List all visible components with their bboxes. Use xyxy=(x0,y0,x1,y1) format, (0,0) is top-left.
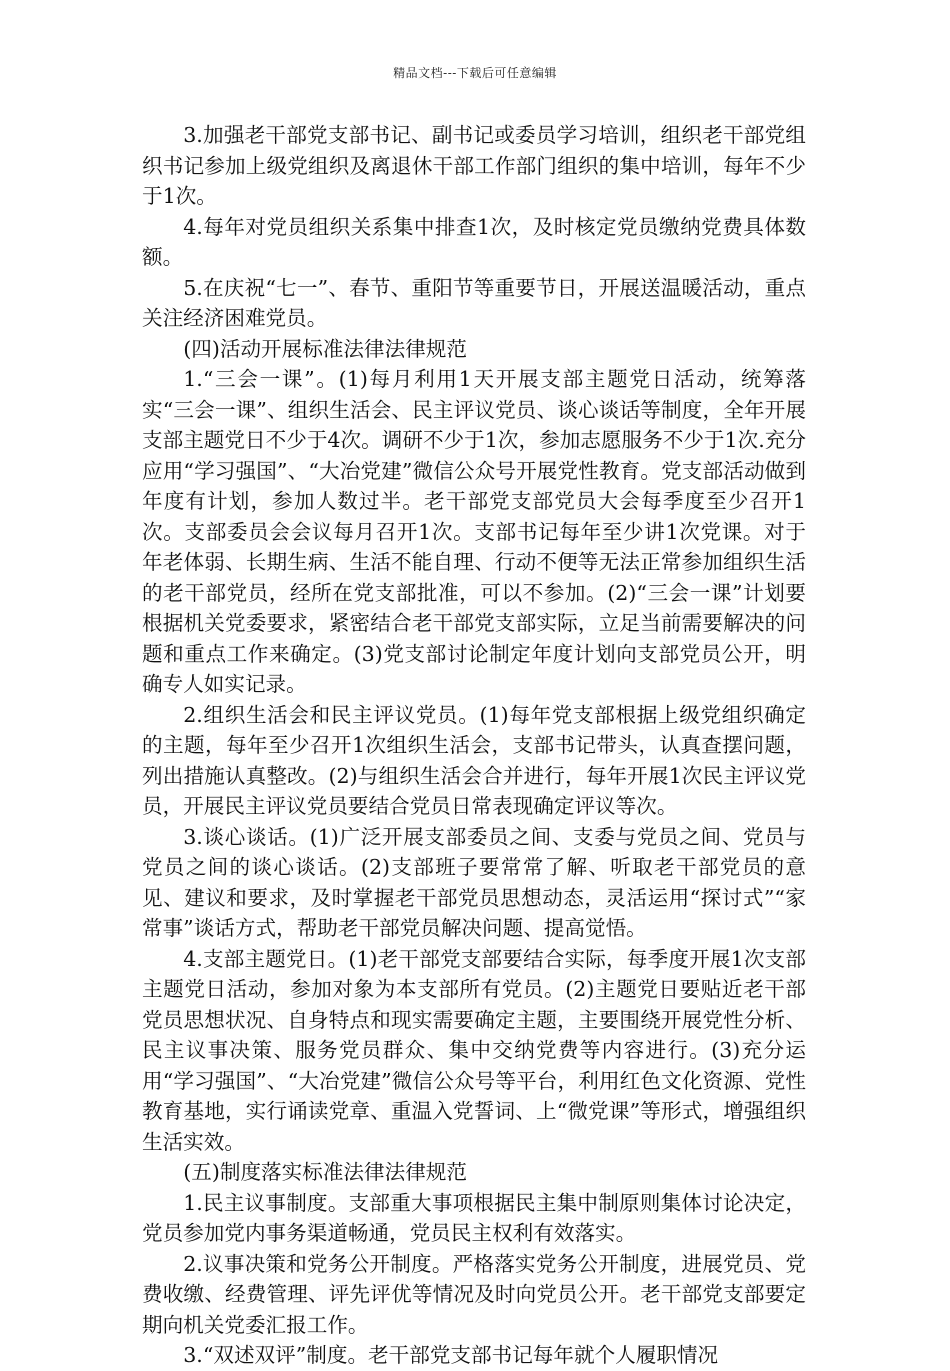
document-body xyxy=(142,120,806,1371)
paragraph: 2.议事决策和党务公开制度。严格落实党务公开制度，进展党员、党费收缴、经费管理、评先评优等情况及时向党员公开。老干部党支部要定期向机关党委汇报工作。 xyxy=(142,1251,806,1337)
paragraph: 3.加强老干部党支部书记、副书记或委员学习培训，组织老干部党组织书记参加上级党组织及离退休干部工作部门组织的集中培训，每年不少于1次。 xyxy=(142,123,806,208)
paragraph: 1.“三会一课”。(1)每月利用1天开展支部主题党日活动，统筹落实“三会一课”、组织生活会、民主评议党员、谈心谈话等制度，全年开展支部主题党日不少于4次。调研不少于1次，参加志愿服务不少于1次.充分应用“学习强国”、“大冶党建”微信公众号开展党性教育。党支部活动做到年度有计划，参加人数过半。老干部党支部党员大会每季度至少召开1次。支部委员会会议每月召开1次。支部书记每年至少讲1次党课。对于年老体弱、长期生病、生活不能自理、行动不便等无法正常参加组织生活的老干部党员，经所在党支部批准，可以不参加。(2)“三会一课”计划要根据机关党委要求，紧密结合老干部党支部实际，立足当前需要解决的问题和重点工作来确定。(3)党支部讨论制定年度计划向支部党员公开，明确专人如实记录。 xyxy=(142,367,806,696)
paragraph: 2.组织生活会和民主评议党员。(1)每年党支部根据上级党组织确定的主题，每年至少召开1次组织生活会，支部书记带头，认真查摆问题，列出措施认真整改。(2)与组织生活会合并进行，每年开展1次民主评议党员，开展民主评议党员要结合党员日常表现确定评议等次。 xyxy=(142,702,806,818)
page-header: 精品文档---下载后可任意编辑 xyxy=(393,66,557,80)
paragraph: 5.在庆祝“七一”、春节、重阳节等重要节日，开展送温暖活动，重点关注经济困难党员。 xyxy=(142,275,806,330)
paragraph: 3.“双述双评”制度。老干部党支部书记每年就个人履职情况 xyxy=(183,1343,719,1367)
paragraph: 4.每年对党员组织关系集中排查1次，及时核定党员缴纳党费具体数额。 xyxy=(142,214,806,269)
paragraph: 4.支部主题党日。(1)老干部党支部要结合实际，每季度开展1次支部主题党日活动，参加对象为本支部所有党员。(2)主题党日要贴近老干部党员思想状况、自身特点和现实需要确定主题，主要围绕开展党性分析、民主议事决策、服务党员群众、集中交纳党费等内容进行。(3)充分运用“学习强国”、“大冶党建”微信公众号等平台，利用红色文化资源、党性教育基地，实行诵读党章、重温入党誓词、上“微党课”等形式，增强组织生活实效。 xyxy=(142,946,806,1154)
paragraph: 3.谈心谈话。(1)广泛开展支部委员之间、支委与党员之间、党员与党员之间的谈心谈话。(2)支部班子要常常了解、听取老干部党员的意见、建议和要求，及时掌握老干部党员思想动态，灵活运用“探讨式”“家常事”谈话方式，帮助老干部党员解决问题、提高觉悟。 xyxy=(142,824,806,940)
section-heading: (四)活动开展标准法律法律规范 xyxy=(183,336,467,361)
section-heading: (五)制度落实标准法律法律规范 xyxy=(183,1160,467,1184)
paragraph: 1.民主议事制度。支部重大事项根据民主集中制原则集体讨论决定，党员参加党内事务渠道畅通，党员民主权利有效落实。 xyxy=(142,1190,806,1245)
